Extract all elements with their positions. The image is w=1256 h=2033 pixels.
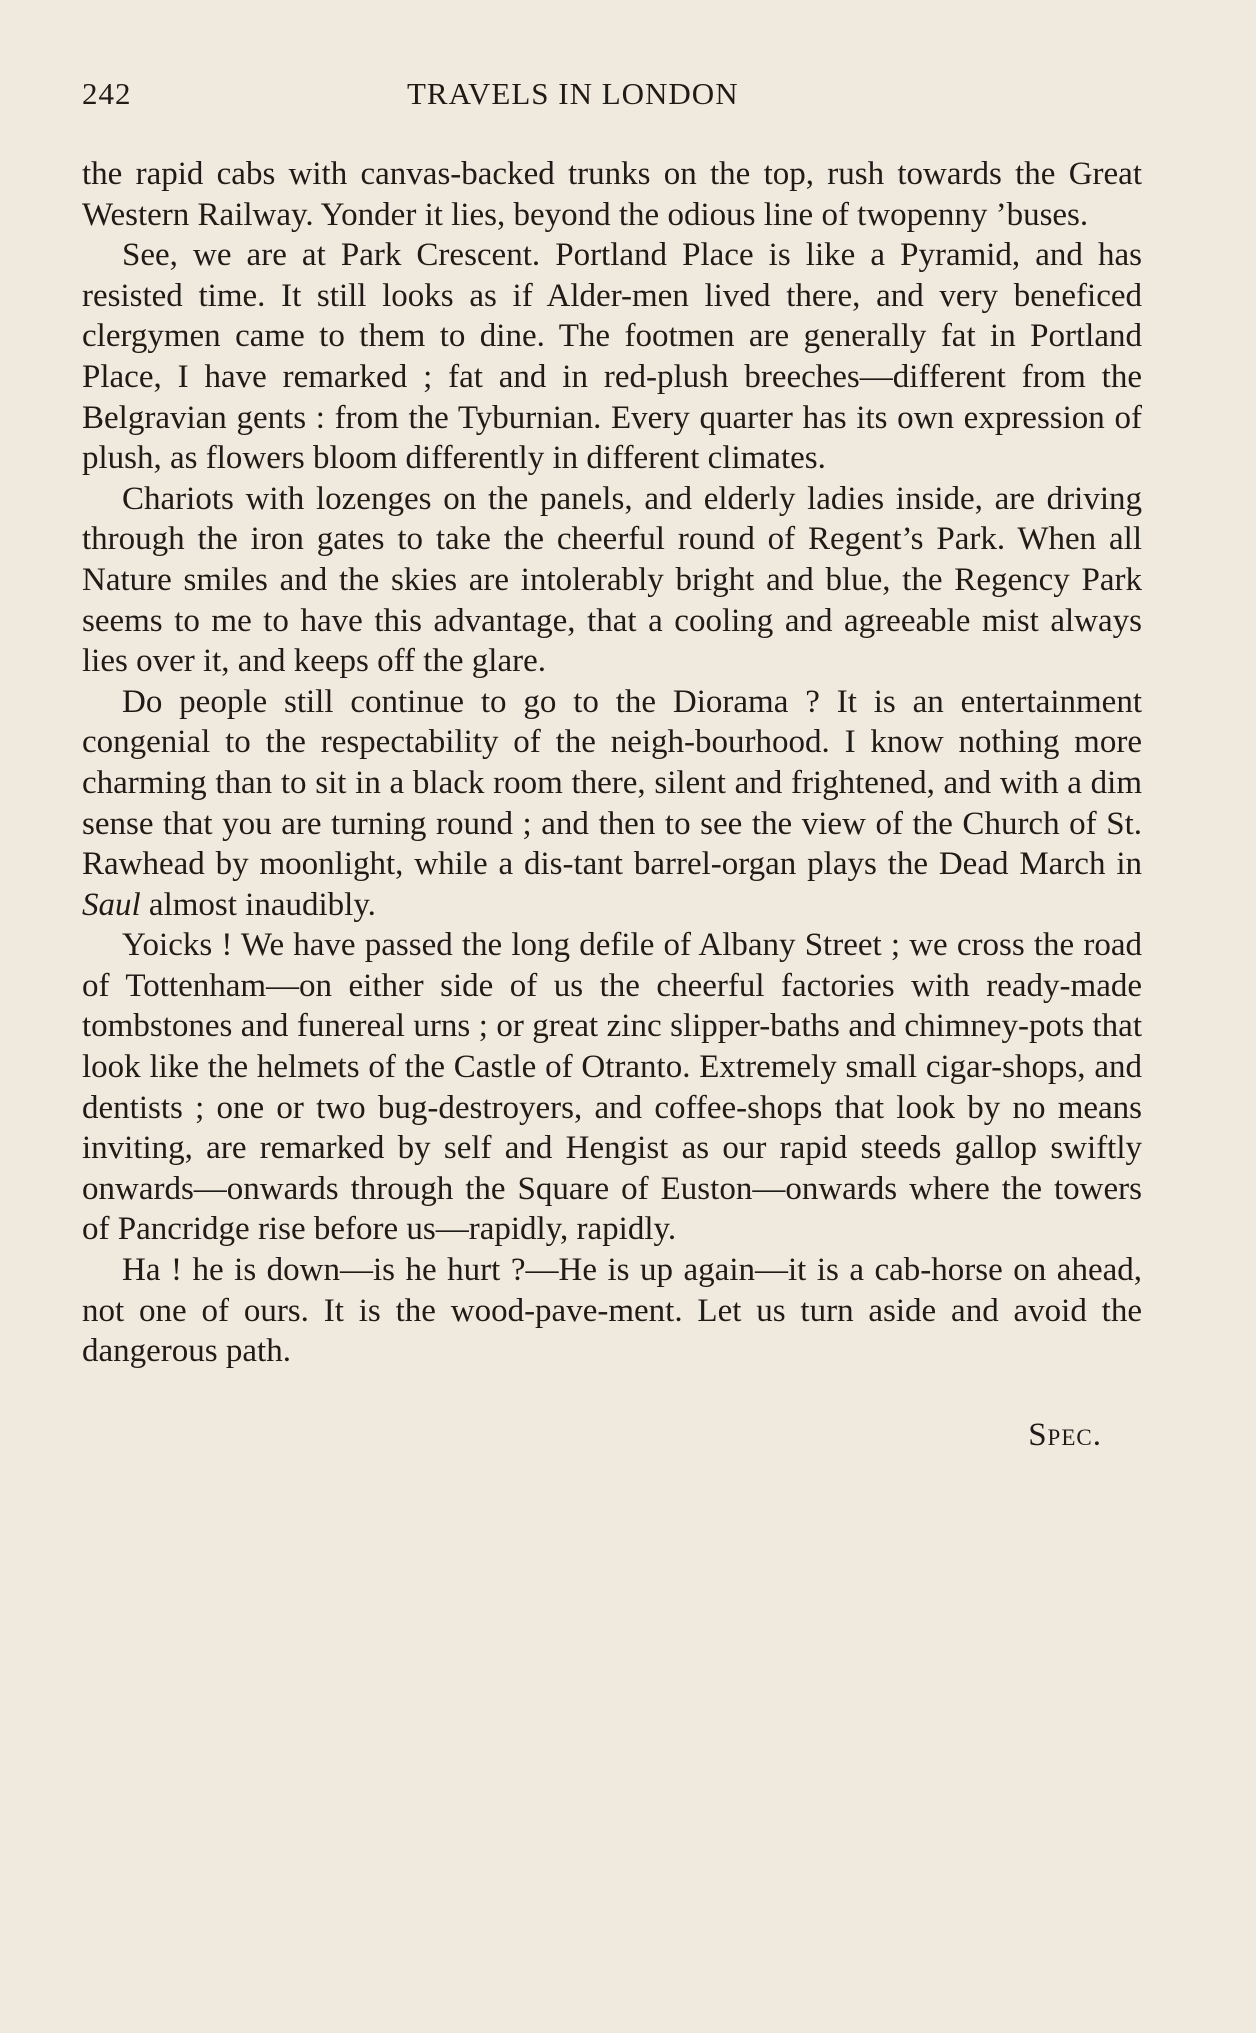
paragraph-text: the rapid cabs with canvas-backed trunks on the top, rush towards the Great Western Railway. Yonder it lies, beyond the odious line of twopenny ’buses. bbox=[82, 156, 1142, 233]
paragraph-4 bbox=[82, 682, 1142, 926]
paragraph-text: Ha ! he is down—is he hurt ?—He is up again—it is a cab-horse on ahead, not one of ours. It is the wood-pave-ment. Let us turn aside and avoid the dangerous path. bbox=[82, 1252, 1142, 1370]
paragraph-6 bbox=[82, 1250, 1142, 1372]
running-title: TRAVELS IN LONDON bbox=[407, 76, 739, 111]
author-signature: Spec. bbox=[1028, 1416, 1102, 1453]
paragraph-text-continued: almost inaudibly. bbox=[140, 886, 376, 923]
paragraph-1 bbox=[82, 154, 1142, 235]
paragraph-2 bbox=[82, 235, 1142, 479]
book-page bbox=[82, 76, 1142, 1454]
paragraph-text: Yoicks ! We have passed the long defile of Albany Street ; we cross the road of Tottenham—on either side of us the cheerful factories with ready-made tombstones and funereal urns ; or great zinc slipper-baths and chimney-pots that look like the helmets of the Castle of Otranto. Extremely small cigar-shops, and dentists ; one or two bug-destroyers, and coffee-shops that look by no means inviting, are remarked by self and Hengist as our rapid steeds gallop swiftly onwards—onwards through the Square of Euston—onwards where the towers of Pancridge rise before us—rapidly, rapidly. bbox=[82, 927, 1142, 1248]
paragraph-5 bbox=[82, 925, 1142, 1250]
body-text bbox=[82, 154, 1142, 1372]
running-head bbox=[82, 76, 1142, 120]
paragraph-text: Do people still continue to go to the Diorama ? It is an entertainment congenial to the respectability of the neigh-bourhood. I know nothing more charming than to sit in a black room there, silent and frightened, and with a dim sense that you are turning round ; and then to see the view of the Church of St. Rawhead by moonlight, while a dis-tant barrel-organ plays the Dead March in bbox=[82, 683, 1142, 883]
paragraph-text: Chariots with lozenges on the panels, and elderly ladies inside, are driving through the iron gates to take the cheerful round of Regent’s Park. When all Nature smiles and the skies are intolerably bright and blue, the Regency Park seems to me to have this advantage, that a cooling and agreeable mist always lies over it, and keeps off the glare. bbox=[82, 480, 1142, 680]
paragraph-3 bbox=[82, 479, 1142, 682]
paragraph-text: See, we are at Park Crescent. Portland Place is like a Pyramid, and has resisted time. It still looks as if Alder-men lived there, and very beneficed clergymen came to them to dine. The footmen are generally fat in Portland Place, I have remarked ; fat and in red-plush breeches—different from the Belgravian gents : from the Tyburnian. Every quarter has its own expression of plush, as flowers bloom differently in different climates. bbox=[82, 237, 1142, 477]
italic-title-saul: Saul bbox=[82, 886, 141, 923]
page-number: 242 bbox=[82, 76, 132, 111]
